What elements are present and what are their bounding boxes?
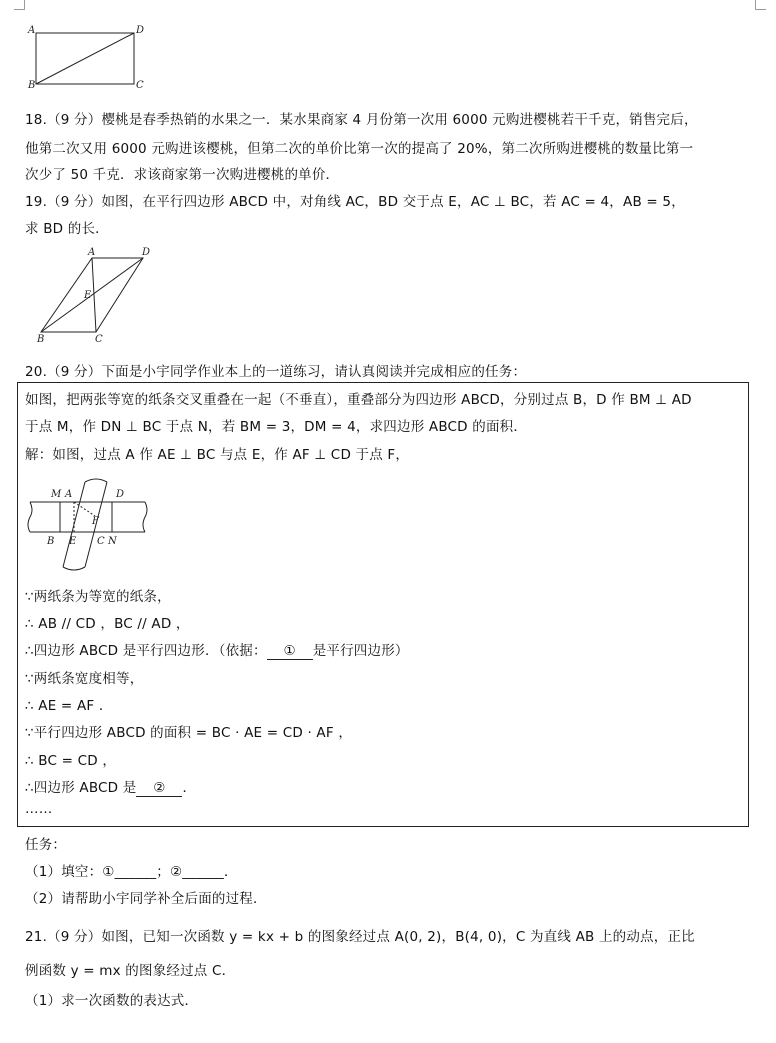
rectangle-diagonal xyxy=(36,33,134,84)
strip-left-cut xyxy=(28,502,32,532)
q20-step-7: ∴ BC = CD ， xyxy=(25,753,117,769)
q21-line-2: 例函数 y = mx 的图象经过点 C． xyxy=(25,963,236,979)
q20-step-5: ∴ AE = AF ． xyxy=(25,698,113,714)
q20-step-6: ∵平行四边形 ABCD 的面积 = BC · AE = CD · AF ， xyxy=(25,725,353,741)
slanted-strip-bottom-cut xyxy=(63,567,85,570)
q20-ellipsis: …… xyxy=(25,801,53,817)
q20-step-8 xyxy=(25,776,196,797)
label-E: E xyxy=(84,290,92,301)
q18-line-3: 次少了 50 千克．求该商家第一次购进樱桃的单价． xyxy=(25,167,340,183)
label-F: F xyxy=(92,516,99,527)
rectangle-figure xyxy=(22,22,152,94)
label-C: C xyxy=(136,80,144,91)
label-E: E xyxy=(69,536,77,547)
q20-step-3-end: 是平行四边形） xyxy=(312,643,409,659)
q19-line-2: 求 BD 的长． xyxy=(25,221,109,237)
q20-box-line-3: 解：如图，过点 A 作 AE ⊥ BC 与点 E，作 AF ⊥ CD 于点 F， xyxy=(25,447,410,463)
q18-line-1: 18.（9 分）樱桃是春季热销的水果之一．某水果商家 4 月份第一次用 6000 元购进樱桃若干千克，销售完后， xyxy=(25,112,698,128)
label-C: C xyxy=(97,536,105,547)
q20-box-line-1: 如图，把两张等宽的纸条交叉重叠在一起（不垂直），重叠部分为四边形 ABCD，分别过点 B，D 作 BM ⊥ AD xyxy=(25,392,692,408)
label-B: B xyxy=(37,334,45,344)
diagonal-BD xyxy=(41,258,143,332)
q20-task-1: （1）填空：①______；②______． xyxy=(25,864,238,880)
q20-step-2: ∴ AB // CD ，BC // AD ， xyxy=(25,616,190,632)
label-N: N xyxy=(108,536,117,547)
label-B: B xyxy=(28,80,36,91)
label-D: D xyxy=(116,489,125,500)
q21-line-1: 21.（9 分）如图，已知一次函数 y = kx + b 的图象经过点 A(0, 2)，B(4, 0)，C 为直线 AB 上的动点，正比 xyxy=(25,929,695,945)
q20-step-3 xyxy=(25,639,409,660)
q20-step-8-text: ∴四边形 ABCD 是 xyxy=(25,780,137,796)
corner-mark-right xyxy=(755,0,766,10)
parallelogram-figure xyxy=(25,244,160,344)
label-B: B xyxy=(47,536,55,547)
label-A: A xyxy=(28,25,36,36)
q21-line-3: （1）求一次函数的表达式． xyxy=(25,993,199,1009)
q20-step-8-end: ． xyxy=(182,780,197,796)
q20-task-2: （2）请帮助小宇同学补全后面的过程． xyxy=(25,891,267,907)
q20-step-3-text: ∴四边形 ABCD 是平行四边形．（依据： xyxy=(25,643,267,659)
paper-strip-figure xyxy=(25,472,155,577)
blank-2: ② xyxy=(136,780,182,797)
label-D: D xyxy=(136,25,145,36)
q20-step-4: ∵两纸条宽度相等， xyxy=(25,671,144,687)
q20-intro: 20.（9 分）下面是小宇同学作业本上的一道练习，请认真阅读并完成相应的任务： xyxy=(25,364,527,380)
label-A: A xyxy=(65,489,73,500)
label-A: A xyxy=(88,247,96,258)
q20-task-title: 任务： xyxy=(25,837,67,853)
blank-1: ① xyxy=(267,643,313,660)
q20-box-line-2: 于点 M，作 DN ⊥ BC 于点 N，若 BM = 3，DM = 4，求四边形 ABCD 的面积． xyxy=(25,419,528,435)
strip-right-cut xyxy=(143,502,147,532)
slanted-strip-top-cut xyxy=(85,479,107,482)
corner-mark-left xyxy=(14,0,25,10)
label-M: M xyxy=(51,489,62,500)
label-D: D xyxy=(142,247,151,258)
q19-line-1: 19.（9 分）如图，在平行四边形 ABCD 中，对角线 AC，BD 交于点 E，AC ⊥ BC，若 AC = 4，AB = 5， xyxy=(25,194,685,210)
label-C: C xyxy=(95,334,103,344)
q20-step-1: ∵两纸条为等宽的纸条， xyxy=(25,589,171,605)
q18-line-2: 他第二次又用 6000 元购进该樱桃，但第二次的单价比第一次的提高了 20%，第二次所购进樱桃的数量比第一 xyxy=(25,141,694,157)
